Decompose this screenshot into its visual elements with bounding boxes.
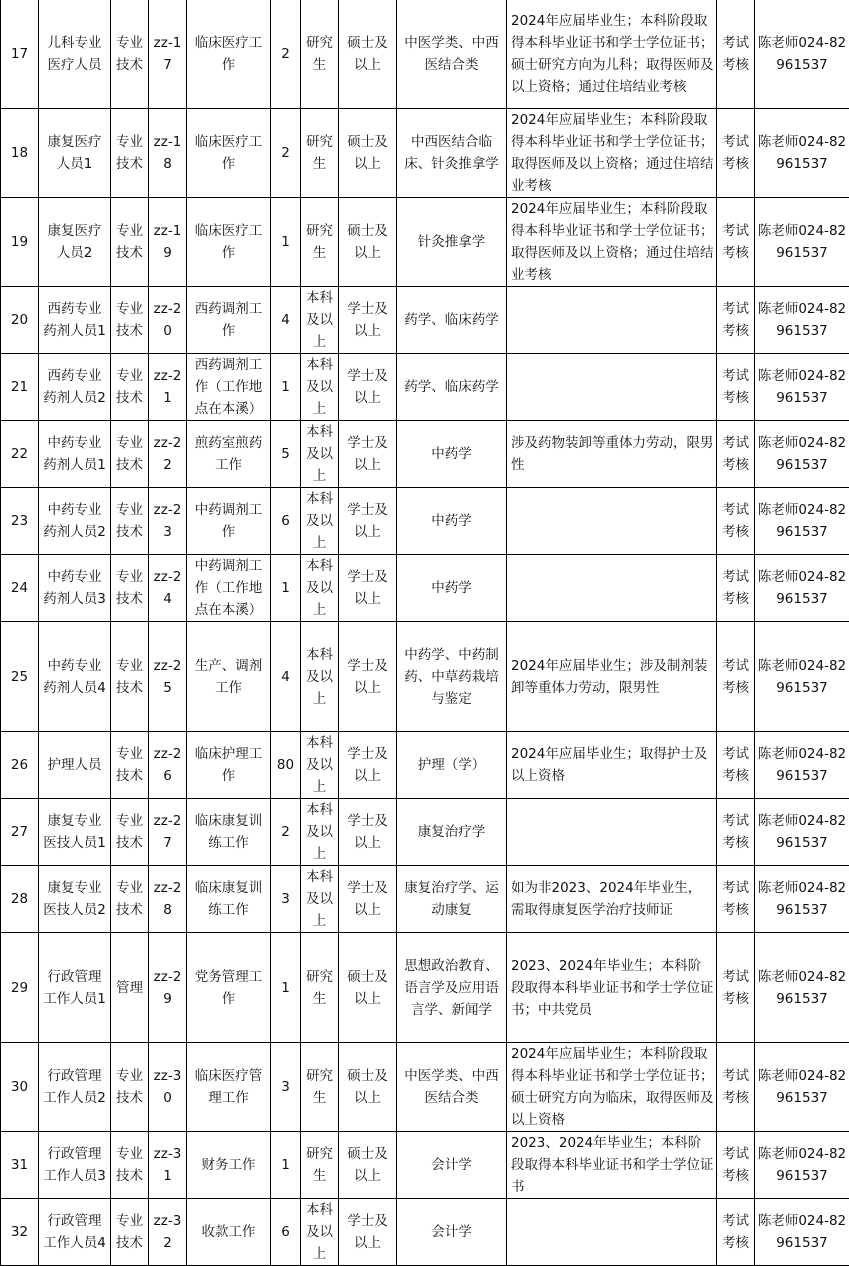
cell-work-content: 中药调剂工作 bbox=[187, 488, 271, 555]
cell-serial-no: 26 bbox=[1, 732, 39, 799]
cell-position-category: 专业技术 bbox=[111, 354, 149, 421]
cell-work-content: 煎药室煎药工作 bbox=[187, 421, 271, 488]
cell-recruit-count: 5 bbox=[271, 421, 301, 488]
cell-requirements: 如为非2023、2024年毕业生，需取得康复医学治疗技师证 bbox=[507, 866, 717, 933]
cell-requirements bbox=[507, 1199, 717, 1266]
cell-education: 本科及以上 bbox=[301, 287, 339, 354]
cell-position-code: zz-30 bbox=[149, 1043, 187, 1132]
cell-major: 中医学类、中西医结合类 bbox=[397, 1043, 507, 1132]
cell-major: 中药学 bbox=[397, 421, 507, 488]
cell-recruit-count: 3 bbox=[271, 1043, 301, 1132]
cell-serial-no: 30 bbox=[1, 1043, 39, 1132]
cell-contact: 陈老师024-82961537 bbox=[755, 622, 849, 732]
cell-recruit-count: 1 bbox=[271, 933, 301, 1043]
cell-serial-no: 28 bbox=[1, 866, 39, 933]
cell-position-name: 护理人员 bbox=[39, 732, 111, 799]
cell-position-category: 专业技术 bbox=[111, 622, 149, 732]
cell-position-code: zz-19 bbox=[149, 198, 187, 287]
cell-exam-method: 考试考核 bbox=[717, 287, 755, 354]
cell-contact: 陈老师024-82961537 bbox=[755, 198, 849, 287]
cell-recruit-count: 2 bbox=[271, 0, 301, 109]
cell-position-code: zz-23 bbox=[149, 488, 187, 555]
cell-work-content: 西药调剂工作（工作地点在本溪） bbox=[187, 354, 271, 421]
cell-degree: 学士及以上 bbox=[339, 354, 397, 421]
cell-position-name: 康复医疗人员2 bbox=[39, 198, 111, 287]
cell-position-code: zz-18 bbox=[149, 109, 187, 198]
cell-position-name: 康复医疗人员1 bbox=[39, 109, 111, 198]
cell-exam-method: 考试考核 bbox=[717, 555, 755, 622]
cell-position-name: 西药专业药剂人员2 bbox=[39, 354, 111, 421]
cell-work-content: 临床康复训练工作 bbox=[187, 866, 271, 933]
cell-degree: 学士及以上 bbox=[339, 866, 397, 933]
cell-requirements bbox=[507, 555, 717, 622]
cell-position-code: zz-25 bbox=[149, 622, 187, 732]
cell-requirements: 2023、2024年毕业生；本科阶段取得本科毕业证书和学士学位证书 bbox=[507, 1132, 717, 1199]
cell-exam-method: 考试考核 bbox=[717, 0, 755, 109]
cell-requirements: 涉及药物装卸等重体力劳动，限男性 bbox=[507, 421, 717, 488]
cell-position-name: 康复专业医技人员2 bbox=[39, 866, 111, 933]
cell-work-content: 中药调剂工作（工作地点在本溪） bbox=[187, 555, 271, 622]
cell-serial-no: 32 bbox=[1, 1199, 39, 1266]
cell-serial-no: 17 bbox=[1, 0, 39, 109]
cell-degree: 学士及以上 bbox=[339, 732, 397, 799]
table-row bbox=[1, 354, 849, 421]
cell-major: 会计学 bbox=[397, 1199, 507, 1266]
cell-serial-no: 22 bbox=[1, 421, 39, 488]
cell-recruit-count: 1 bbox=[271, 1132, 301, 1199]
cell-contact: 陈老师024-82961537 bbox=[755, 109, 849, 198]
cell-contact: 陈老师024-82961537 bbox=[755, 1132, 849, 1199]
table-row bbox=[1, 421, 849, 488]
cell-education: 研究生 bbox=[301, 1132, 339, 1199]
cell-position-code: zz-27 bbox=[149, 799, 187, 866]
cell-major: 思想政治教育、语言学及应用语言学、新闻学 bbox=[397, 933, 507, 1043]
cell-education: 本科及以上 bbox=[301, 555, 339, 622]
cell-work-content: 临床医疗工作 bbox=[187, 109, 271, 198]
cell-requirements bbox=[507, 287, 717, 354]
cell-degree: 硕士及以上 bbox=[339, 1132, 397, 1199]
cell-requirements: 2023、2024年毕业生；本科阶段取得本科毕业证书和学士学位证书；中共党员 bbox=[507, 933, 717, 1043]
cell-exam-method: 考试考核 bbox=[717, 1043, 755, 1132]
cell-serial-no: 31 bbox=[1, 1132, 39, 1199]
cell-position-category: 专业技术 bbox=[111, 421, 149, 488]
cell-education: 本科及以上 bbox=[301, 1199, 339, 1266]
cell-work-content: 临床医疗管理工作 bbox=[187, 1043, 271, 1132]
cell-requirements: 2024年应届毕业生；本科阶段取得本科毕业证书和学士学位证书；硕士研究方向为临床，取得医师及以上资格 bbox=[507, 1043, 717, 1132]
cell-requirements: 2024年应届毕业生；本科阶段取得本科毕业证书和学士学位证书；取得医师及以上资格；通过住培结业考核 bbox=[507, 109, 717, 198]
cell-recruit-count: 1 bbox=[271, 555, 301, 622]
cell-recruit-count: 80 bbox=[271, 732, 301, 799]
cell-position-code: zz-29 bbox=[149, 933, 187, 1043]
cell-contact: 陈老师024-82961537 bbox=[755, 1043, 849, 1132]
cell-degree: 学士及以上 bbox=[339, 287, 397, 354]
cell-degree: 硕士及以上 bbox=[339, 1043, 397, 1132]
cell-contact: 陈老师024-82961537 bbox=[755, 799, 849, 866]
cell-position-name: 中药专业药剂人员2 bbox=[39, 488, 111, 555]
cell-recruit-count: 2 bbox=[271, 109, 301, 198]
cell-work-content: 临床医疗工作 bbox=[187, 198, 271, 287]
cell-requirements: 2024年应届毕业生；涉及制剂装卸等重体力劳动，限男性 bbox=[507, 622, 717, 732]
table-row bbox=[1, 799, 849, 866]
cell-major: 康复治疗学、运动康复 bbox=[397, 866, 507, 933]
cell-position-code: zz-21 bbox=[149, 354, 187, 421]
cell-education: 研究生 bbox=[301, 0, 339, 109]
cell-recruit-count: 2 bbox=[271, 799, 301, 866]
cell-position-name: 行政管理工作人员2 bbox=[39, 1043, 111, 1132]
table-row bbox=[1, 0, 849, 109]
cell-education: 本科及以上 bbox=[301, 866, 339, 933]
cell-education: 本科及以上 bbox=[301, 799, 339, 866]
cell-education: 本科及以上 bbox=[301, 622, 339, 732]
cell-exam-method: 考试考核 bbox=[717, 421, 755, 488]
cell-exam-method: 考试考核 bbox=[717, 488, 755, 555]
cell-recruit-count: 1 bbox=[271, 354, 301, 421]
table-row bbox=[1, 1043, 849, 1132]
cell-degree: 学士及以上 bbox=[339, 1199, 397, 1266]
cell-contact: 陈老师024-82961537 bbox=[755, 421, 849, 488]
cell-position-category: 专业技术 bbox=[111, 198, 149, 287]
cell-exam-method: 考试考核 bbox=[717, 198, 755, 287]
cell-position-code: zz-32 bbox=[149, 1199, 187, 1266]
cell-degree: 硕士及以上 bbox=[339, 109, 397, 198]
cell-education: 研究生 bbox=[301, 198, 339, 287]
table-row bbox=[1, 1199, 849, 1266]
cell-requirements bbox=[507, 488, 717, 555]
table-row bbox=[1, 287, 849, 354]
cell-serial-no: 27 bbox=[1, 799, 39, 866]
cell-exam-method: 考试考核 bbox=[717, 354, 755, 421]
cell-position-name: 行政管理工作人员3 bbox=[39, 1132, 111, 1199]
cell-position-category: 管理 bbox=[111, 933, 149, 1043]
cell-degree: 硕士及以上 bbox=[339, 198, 397, 287]
cell-education: 本科及以上 bbox=[301, 354, 339, 421]
cell-position-code: zz-31 bbox=[149, 1132, 187, 1199]
cell-recruit-count: 6 bbox=[271, 488, 301, 555]
table-row bbox=[1, 109, 849, 198]
table-row bbox=[1, 488, 849, 555]
cell-work-content: 西药调剂工作 bbox=[187, 287, 271, 354]
cell-position-name: 行政管理工作人员4 bbox=[39, 1199, 111, 1266]
table-row bbox=[1, 622, 849, 732]
table-row bbox=[1, 555, 849, 622]
cell-position-category: 专业技术 bbox=[111, 287, 149, 354]
cell-major: 针灸推拿学 bbox=[397, 198, 507, 287]
cell-serial-no: 21 bbox=[1, 354, 39, 421]
cell-contact: 陈老师024-82961537 bbox=[755, 1199, 849, 1266]
cell-position-name: 康复专业医技人员1 bbox=[39, 799, 111, 866]
cell-exam-method: 考试考核 bbox=[717, 799, 755, 866]
cell-education: 研究生 bbox=[301, 109, 339, 198]
cell-work-content: 财务工作 bbox=[187, 1132, 271, 1199]
cell-work-content: 临床护理工作 bbox=[187, 732, 271, 799]
table-row bbox=[1, 866, 849, 933]
cell-position-category: 专业技术 bbox=[111, 109, 149, 198]
cell-major: 中药学、中药制药、中草药栽培与鉴定 bbox=[397, 622, 507, 732]
cell-contact: 陈老师024-82961537 bbox=[755, 555, 849, 622]
cell-education: 本科及以上 bbox=[301, 732, 339, 799]
cell-position-code: zz-22 bbox=[149, 421, 187, 488]
cell-major: 中药学 bbox=[397, 488, 507, 555]
cell-degree: 硕士及以上 bbox=[339, 0, 397, 109]
cell-major: 中西医结合临床、针灸推拿学 bbox=[397, 109, 507, 198]
cell-requirements bbox=[507, 799, 717, 866]
cell-position-category: 专业技术 bbox=[111, 1132, 149, 1199]
cell-recruit-count: 6 bbox=[271, 1199, 301, 1266]
cell-exam-method: 考试考核 bbox=[717, 622, 755, 732]
cell-exam-method: 考试考核 bbox=[717, 732, 755, 799]
cell-work-content: 临床康复训练工作 bbox=[187, 799, 271, 866]
cell-contact: 陈老师024-82961537 bbox=[755, 354, 849, 421]
cell-requirements: 2024年应届毕业生；取得护士及以上资格 bbox=[507, 732, 717, 799]
cell-major: 药学、临床药学 bbox=[397, 354, 507, 421]
cell-requirements bbox=[507, 354, 717, 421]
cell-contact: 陈老师024-82961537 bbox=[755, 488, 849, 555]
table-body bbox=[1, 0, 849, 1266]
cell-education: 研究生 bbox=[301, 933, 339, 1043]
cell-exam-method: 考试考核 bbox=[717, 1132, 755, 1199]
cell-requirements: 2024年应届毕业生；本科阶段取得本科毕业证书和学士学位证书；取得医师及以上资格；通过住培结业考核 bbox=[507, 198, 717, 287]
cell-recruit-count: 1 bbox=[271, 198, 301, 287]
cell-position-category: 专业技术 bbox=[111, 488, 149, 555]
cell-serial-no: 25 bbox=[1, 622, 39, 732]
cell-degree: 学士及以上 bbox=[339, 622, 397, 732]
cell-requirements: 2024年应届毕业生；本科阶段取得本科毕业证书和学士学位证书；硕士研究方向为儿科；取得医师及以上资格；通过住培结业考核 bbox=[507, 0, 717, 109]
table-row bbox=[1, 732, 849, 799]
cell-serial-no: 19 bbox=[1, 198, 39, 287]
cell-position-code: zz-20 bbox=[149, 287, 187, 354]
cell-work-content: 收款工作 bbox=[187, 1199, 271, 1266]
cell-exam-method: 考试考核 bbox=[717, 933, 755, 1043]
cell-contact: 陈老师024-82961537 bbox=[755, 866, 849, 933]
cell-serial-no: 29 bbox=[1, 933, 39, 1043]
cell-work-content: 党务管理工作 bbox=[187, 933, 271, 1043]
cell-contact: 陈老师024-82961537 bbox=[755, 732, 849, 799]
cell-position-name: 西药专业药剂人员1 bbox=[39, 287, 111, 354]
cell-major: 护理（学） bbox=[397, 732, 507, 799]
cell-education: 研究生 bbox=[301, 1043, 339, 1132]
cell-education: 本科及以上 bbox=[301, 488, 339, 555]
cell-work-content: 临床医疗工作 bbox=[187, 0, 271, 109]
table-row bbox=[1, 198, 849, 287]
cell-position-name: 中药专业药剂人员4 bbox=[39, 622, 111, 732]
cell-serial-no: 20 bbox=[1, 287, 39, 354]
cell-degree: 学士及以上 bbox=[339, 555, 397, 622]
cell-position-name: 行政管理工作人员1 bbox=[39, 933, 111, 1043]
table-row bbox=[1, 933, 849, 1043]
cell-exam-method: 考试考核 bbox=[717, 109, 755, 198]
cell-position-category: 专业技术 bbox=[111, 799, 149, 866]
cell-position-code: zz-17 bbox=[149, 0, 187, 109]
cell-position-category: 专业技术 bbox=[111, 732, 149, 799]
table-row bbox=[1, 1132, 849, 1199]
cell-exam-method: 考试考核 bbox=[717, 1199, 755, 1266]
cell-position-code: zz-26 bbox=[149, 732, 187, 799]
cell-position-code: zz-28 bbox=[149, 866, 187, 933]
cell-degree: 学士及以上 bbox=[339, 799, 397, 866]
cell-major: 会计学 bbox=[397, 1132, 507, 1199]
cell-position-name: 儿科专业医疗人员 bbox=[39, 0, 111, 109]
cell-recruit-count: 3 bbox=[271, 866, 301, 933]
cell-contact: 陈老师024-82961537 bbox=[755, 287, 849, 354]
cell-contact: 陈老师024-82961537 bbox=[755, 933, 849, 1043]
cell-position-category: 专业技术 bbox=[111, 555, 149, 622]
cell-recruit-count: 4 bbox=[271, 287, 301, 354]
cell-position-category: 专业技术 bbox=[111, 866, 149, 933]
cell-recruit-count: 4 bbox=[271, 622, 301, 732]
cell-work-content: 生产、调剂工作 bbox=[187, 622, 271, 732]
cell-serial-no: 24 bbox=[1, 555, 39, 622]
cell-major: 康复治疗学 bbox=[397, 799, 507, 866]
cell-major: 中药学 bbox=[397, 555, 507, 622]
cell-exam-method: 考试考核 bbox=[717, 866, 755, 933]
cell-position-code: zz-24 bbox=[149, 555, 187, 622]
cell-degree: 学士及以上 bbox=[339, 488, 397, 555]
cell-major: 中医学类、中西医结合类 bbox=[397, 0, 507, 109]
cell-position-name: 中药专业药剂人员1 bbox=[39, 421, 111, 488]
cell-serial-no: 18 bbox=[1, 109, 39, 198]
cell-contact: 陈老师024-82961537 bbox=[755, 0, 849, 109]
cell-position-category: 专业技术 bbox=[111, 0, 149, 109]
cell-serial-no: 23 bbox=[1, 488, 39, 555]
cell-position-category: 专业技术 bbox=[111, 1043, 149, 1132]
cell-degree: 学士及以上 bbox=[339, 421, 397, 488]
cell-position-name: 中药专业药剂人员3 bbox=[39, 555, 111, 622]
cell-education: 本科及以上 bbox=[301, 421, 339, 488]
cell-major: 药学、临床药学 bbox=[397, 287, 507, 354]
cell-degree: 硕士及以上 bbox=[339, 933, 397, 1043]
cell-position-category: 专业技术 bbox=[111, 1199, 149, 1266]
